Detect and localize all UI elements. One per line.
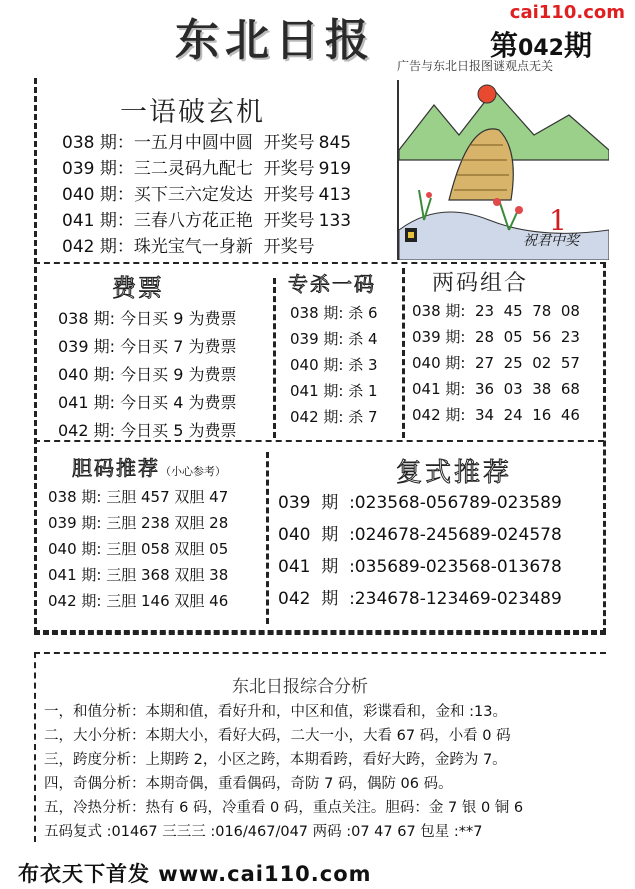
svg-text:1: 1 xyxy=(549,204,567,237)
row-num: 919 xyxy=(318,159,352,179)
row-text: 今日买 7 为费票 xyxy=(120,337,237,356)
liangma-list xyxy=(412,300,580,430)
list-item xyxy=(290,354,378,380)
list-item: 一，和值分析：本期和值，看好升和，中区和值，彩谍看和，金和 :13。 xyxy=(44,704,507,720)
list-item xyxy=(278,552,562,584)
list-item xyxy=(412,300,580,326)
row-issue: 041 期: xyxy=(58,393,116,412)
list-item xyxy=(48,512,228,538)
row-issue: 040 期: xyxy=(412,354,466,372)
row-issue: 041 期 xyxy=(62,211,117,231)
row-text: 三春八方花正艳 xyxy=(133,211,253,231)
list-item xyxy=(278,488,562,520)
list-item xyxy=(290,406,378,432)
row-text: 三胆 368 双胆 38 xyxy=(106,566,229,584)
list-item xyxy=(48,486,228,512)
row-num: 845 xyxy=(318,133,352,153)
list-item: 039 期：三二灵码九配七 开奖号 919 xyxy=(62,159,352,179)
divider-zhuansha xyxy=(402,268,405,438)
row-text: 三胆 058 双胆 05 xyxy=(106,540,229,558)
list-item xyxy=(48,538,228,564)
zhuansha-list xyxy=(290,302,378,432)
yiyu-title: 一语破玄机 xyxy=(120,97,265,128)
issue-prefix: 第 xyxy=(490,29,519,62)
row-label: 开奖号 xyxy=(263,185,315,205)
row-text: 杀 4 xyxy=(348,330,378,348)
newspaper-title: 东北日报 xyxy=(175,15,375,66)
row-issue: 042 期: xyxy=(412,406,466,424)
divider-under-yiyu xyxy=(34,262,606,264)
row-label: 开奖号 xyxy=(263,133,315,153)
list-item xyxy=(412,378,580,404)
list-item: 038 期：一五月中圆中圆 开奖号 845 xyxy=(62,133,352,153)
frame-right-line xyxy=(603,262,606,634)
frame-bottom-line xyxy=(34,632,606,635)
picture-caption: 祝君中奖 xyxy=(523,233,579,249)
danma-title-wrap xyxy=(72,452,226,481)
row-issue: 038 期: xyxy=(58,309,116,328)
row-issue: 039 期 xyxy=(62,159,117,179)
row-text: :024678-245689-024578 xyxy=(349,525,562,545)
list-item xyxy=(412,352,580,378)
disclaimer: 广告与东北日报图谜观点无关 xyxy=(397,59,554,73)
row-text: 34 24 16 46 xyxy=(475,406,580,424)
list-item xyxy=(412,326,580,352)
row-issue: 039 期: xyxy=(290,330,344,348)
fushi-title: 复式推荐 xyxy=(396,458,513,488)
list-item: 五，冷热分析：热有 6 码，冷重看 0 码，重点关注。胆码：金 7 银 0 铜 6 xyxy=(44,800,524,816)
list-item xyxy=(290,380,378,406)
row-issue: 042 期: xyxy=(290,408,344,426)
row-issue: 038 期: xyxy=(48,488,102,506)
list-item xyxy=(58,306,236,334)
row-text: 今日买 9 为费票 xyxy=(120,365,237,384)
row-label: 开奖号 xyxy=(263,211,315,231)
row-text: 今日买 4 为费票 xyxy=(120,393,237,412)
row-issue: 041 期 xyxy=(278,557,339,577)
list-item xyxy=(48,564,228,590)
list-item xyxy=(58,334,236,362)
row-issue: 039 期 xyxy=(278,493,339,513)
list-item xyxy=(48,590,228,616)
row-text: 今日买 5 为费票 xyxy=(120,421,237,440)
row-issue: 042 期: xyxy=(58,421,116,440)
row-issue: 038 期: xyxy=(290,304,344,322)
analysis-title: 东北日报综合分析 xyxy=(232,677,368,697)
row-text: :023568-056789-023589 xyxy=(349,493,562,513)
row-issue: 040 期: xyxy=(48,540,102,558)
list-item: 三，跨度分析：上期跨 2，小区之跨，本期看跨，看好大跨，金跨为 7。 xyxy=(44,752,507,768)
list-item: 041 期：三春八方花正艳 开奖号 133 xyxy=(62,211,352,231)
divider-feipiao xyxy=(273,278,276,438)
row-text: 杀 3 xyxy=(348,356,378,374)
row-text: 杀 7 xyxy=(348,408,378,426)
list-item: 五码复式 :01467 三三三 :016/467/047 两码 :07 47 67 包星 :**7 xyxy=(44,824,483,840)
row-issue: 039 期: xyxy=(412,328,466,346)
row-issue: 042 期: xyxy=(48,592,102,610)
row-label: 开奖号 xyxy=(263,237,315,257)
issue-num: 042 xyxy=(518,36,564,61)
row-text: 买下三六定发达 xyxy=(133,185,253,205)
row-text: 27 25 02 57 xyxy=(475,354,580,372)
row-text: 28 05 56 23 xyxy=(475,328,580,346)
list-item: 二，大小分析：本期大小，看好大码，二大一小，大看 67 码，小看 0 码 xyxy=(44,728,511,744)
row-label: 开奖号 xyxy=(263,159,315,179)
row-text: 一五月中圆中圆 xyxy=(133,133,253,153)
row-issue: 041 期: xyxy=(48,566,102,584)
row-text: 三二灵码九配七 xyxy=(133,159,253,179)
row-text: 珠光宝气一身新 xyxy=(133,237,253,257)
row-issue: 042 期 xyxy=(62,237,117,257)
row-issue: 040 期: xyxy=(58,365,116,384)
row-issue: 039 期: xyxy=(58,337,116,356)
row-text: 三胆 238 双胆 28 xyxy=(106,514,229,532)
row-text: 杀 6 xyxy=(348,304,378,322)
row-text: 三胆 457 双胆 47 xyxy=(106,488,229,506)
zhuansha-title: 专杀一码 xyxy=(288,272,376,296)
row-issue: 038 期: xyxy=(412,302,466,320)
footer-text: 布衣天下首发 www.cai110.com xyxy=(18,862,372,886)
row-issue: 041 期: xyxy=(290,382,344,400)
list-item: 四，奇偶分析：本期奇偶，重看偶码，奇防 7 码，偶防 06 码。 xyxy=(44,776,453,792)
row-issue: 039 期: xyxy=(48,514,102,532)
fushi-list xyxy=(278,488,562,616)
row-issue: 040 期 xyxy=(278,525,339,545)
illustration-panel xyxy=(397,80,607,260)
list-item xyxy=(58,362,236,390)
yiyu-list xyxy=(62,128,402,258)
liangma-title: 两码组合 xyxy=(432,271,529,296)
feipiao-title: 费票 xyxy=(112,274,164,302)
row-text: 今日买 9 为费票 xyxy=(120,309,237,328)
feipiao-list xyxy=(58,306,236,446)
divider-danma xyxy=(266,452,269,624)
list-item xyxy=(278,584,562,616)
row-text: 36 03 38 68 xyxy=(475,380,580,398)
row-text: :035689-023568-013678 xyxy=(349,557,562,577)
row-issue: 041 期: xyxy=(412,380,466,398)
site-logo-text[interactable]: cai110.com xyxy=(509,2,625,23)
issue-suffix: 期 xyxy=(563,29,592,62)
analysis-list xyxy=(44,700,523,844)
list-item xyxy=(290,302,378,328)
row-text: 三胆 146 双胆 46 xyxy=(106,592,229,610)
danma-note: （小心参考） xyxy=(160,465,226,478)
divider-middle xyxy=(34,440,604,442)
row-num: 133 xyxy=(318,211,352,231)
row-issue: 042 期 xyxy=(278,589,339,609)
row-text: :234678-123469-023489 xyxy=(349,589,562,609)
danma-title: 胆码推荐 xyxy=(72,456,160,480)
row-issue: 040 期 xyxy=(62,185,117,205)
list-item xyxy=(278,520,562,552)
list-item xyxy=(58,390,236,418)
row-issue: 038 期 xyxy=(62,133,117,153)
list-item: 040 期：买下三六定发达 开奖号 413 xyxy=(62,185,352,205)
row-text: 杀 1 xyxy=(348,382,378,400)
row-num: 413 xyxy=(318,185,352,205)
list-item xyxy=(290,328,378,354)
row-issue: 040 期: xyxy=(290,356,344,374)
danma-list xyxy=(48,486,228,616)
list-item xyxy=(412,404,580,430)
row-text: 23 45 78 08 xyxy=(475,302,580,320)
list-item: 042 期：珠光宝气一身新 开奖号 xyxy=(62,237,315,257)
